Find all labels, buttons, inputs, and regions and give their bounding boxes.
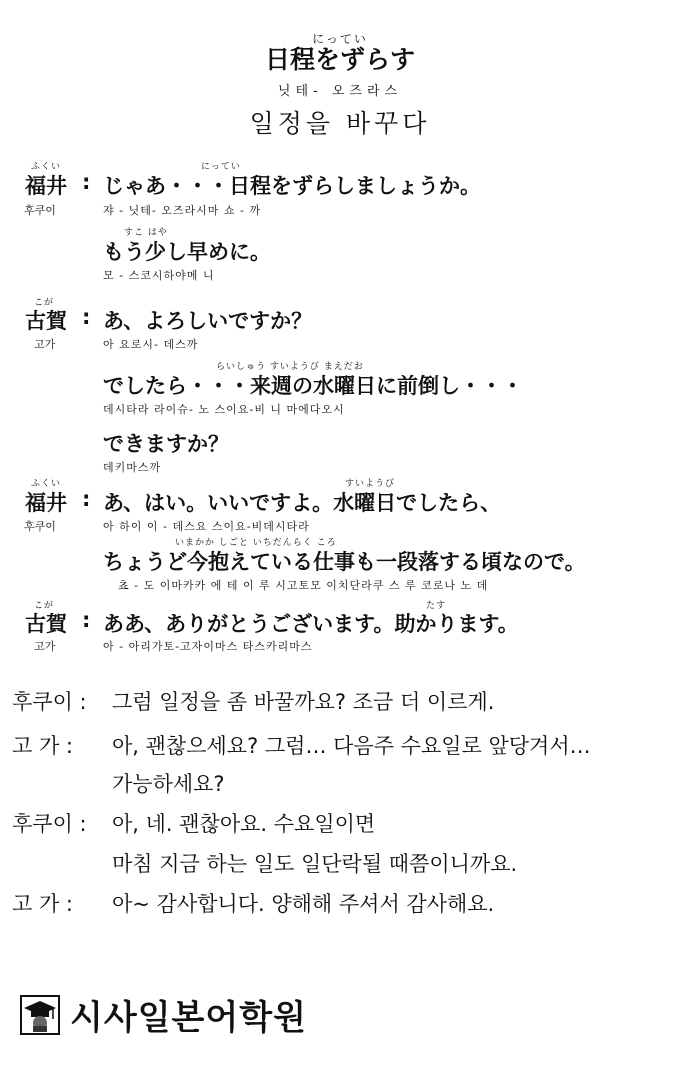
colon: : — [82, 608, 91, 632]
line-furigana: にってい — [201, 162, 241, 172]
speaker-furigana: こが — [34, 298, 55, 308]
translation-speaker: 고 가 : — [12, 734, 73, 758]
japanese-line: もう少し早めに。 — [103, 240, 271, 264]
line-furigana: らいしゅう すいようび まえだお — [216, 362, 364, 372]
speaker-name: 古賀 — [25, 309, 67, 333]
line-furigana: すこ はや — [124, 228, 168, 238]
academy-name: 시사일본어학원 — [70, 998, 307, 1038]
line-furigana: たす — [426, 601, 447, 611]
japanese-line: ちょうど今抱えている仕事も一段落する頃なので。 — [103, 550, 586, 574]
translation-line: 가능하세요? — [112, 772, 225, 796]
reading-line: 아 - 아리가토-고자이마스 타스카리마스 — [103, 640, 313, 653]
translation-line: 그럼 일정을 좀 바꿀까요? 조금 더 이르게. — [112, 690, 495, 714]
reading-line: 데키마스까 — [103, 461, 162, 474]
speaker-furigana: ふくい — [31, 162, 62, 172]
line-furigana: すいようび — [345, 479, 396, 489]
colon: : — [82, 305, 91, 329]
reading-line: 쟈 - 닛테- 오즈라시마 쇼 - 까 — [103, 204, 262, 217]
reading-line: 데시타라 라이슈- 노 스이요-비 니 마에다오시 — [103, 403, 345, 416]
translation-line: 아, 괜찮으세요? 그럼… 다음주 수요일로 앞당겨서… — [112, 734, 591, 758]
translation-speaker: 고 가 : — [12, 892, 73, 916]
japanese-line: じゃあ・・・日程をずらしましょうか。 — [103, 174, 481, 198]
speaker-furigana: こが — [34, 601, 55, 611]
japanese-line: でしたら・・・来週の水曜日に前倒し・・・ — [103, 374, 523, 398]
japanese-line: ああ、ありがとうございます。助かります。 — [103, 612, 519, 636]
speaker-name: 古賀 — [25, 612, 67, 636]
title-reading: 닛테- 오즈라스 — [277, 84, 403, 99]
title-korean: 일정을 바꾸다 — [249, 109, 431, 138]
speaker-furigana: ふくい — [31, 479, 62, 489]
translation-line: 아~ 감사합니다. 양해해 주셔서 감사해요. — [112, 892, 495, 916]
speaker-name: 福井 — [25, 174, 67, 198]
speaker-reading: 후쿠이 — [24, 204, 56, 217]
speaker-name: 福井 — [25, 491, 67, 515]
japanese-line: あ、はい。いいですよ。水曜日でしたら、 — [103, 491, 502, 515]
japanese-line: できますか？ — [103, 432, 229, 456]
title-japanese: 日程をずらす — [264, 45, 415, 74]
speaker-reading: 고가 — [34, 640, 56, 653]
speaker-reading: 후쿠이 — [24, 520, 56, 533]
line-furigana: いまかか しごと いちだんらく ころ — [175, 538, 337, 548]
colon: : — [82, 170, 91, 194]
reading-line: 쵸 - 도 이마카카 에 테 이 루 시고토모 이치단라쿠 스 루 코로나 노 데 — [118, 579, 489, 592]
graduate-cap-icon — [20, 995, 60, 1035]
academy-logo — [20, 990, 307, 1039]
translation-line: 마침 지금 하는 일도 일단락될 때쯤이니까요. — [112, 852, 518, 876]
translation-line: 아, 네. 괜찮아요. 수요일이면 — [112, 812, 376, 836]
title-furigana: にってい — [312, 32, 368, 46]
colon: : — [82, 487, 91, 511]
reading-line: 아 요로시- 데스까 — [103, 338, 199, 351]
japanese-line: あ、よろしいですか？ — [103, 309, 313, 333]
reading-line: 모 - 스코시하야메 니 — [103, 269, 215, 282]
translation-speaker: 후쿠이 : — [12, 812, 87, 836]
reading-line: 아 하이 이 - 데스요 스이요-비데시타라 — [103, 520, 310, 533]
speaker-reading: 고가 — [34, 338, 56, 351]
translation-speaker: 후쿠이 : — [12, 690, 87, 714]
